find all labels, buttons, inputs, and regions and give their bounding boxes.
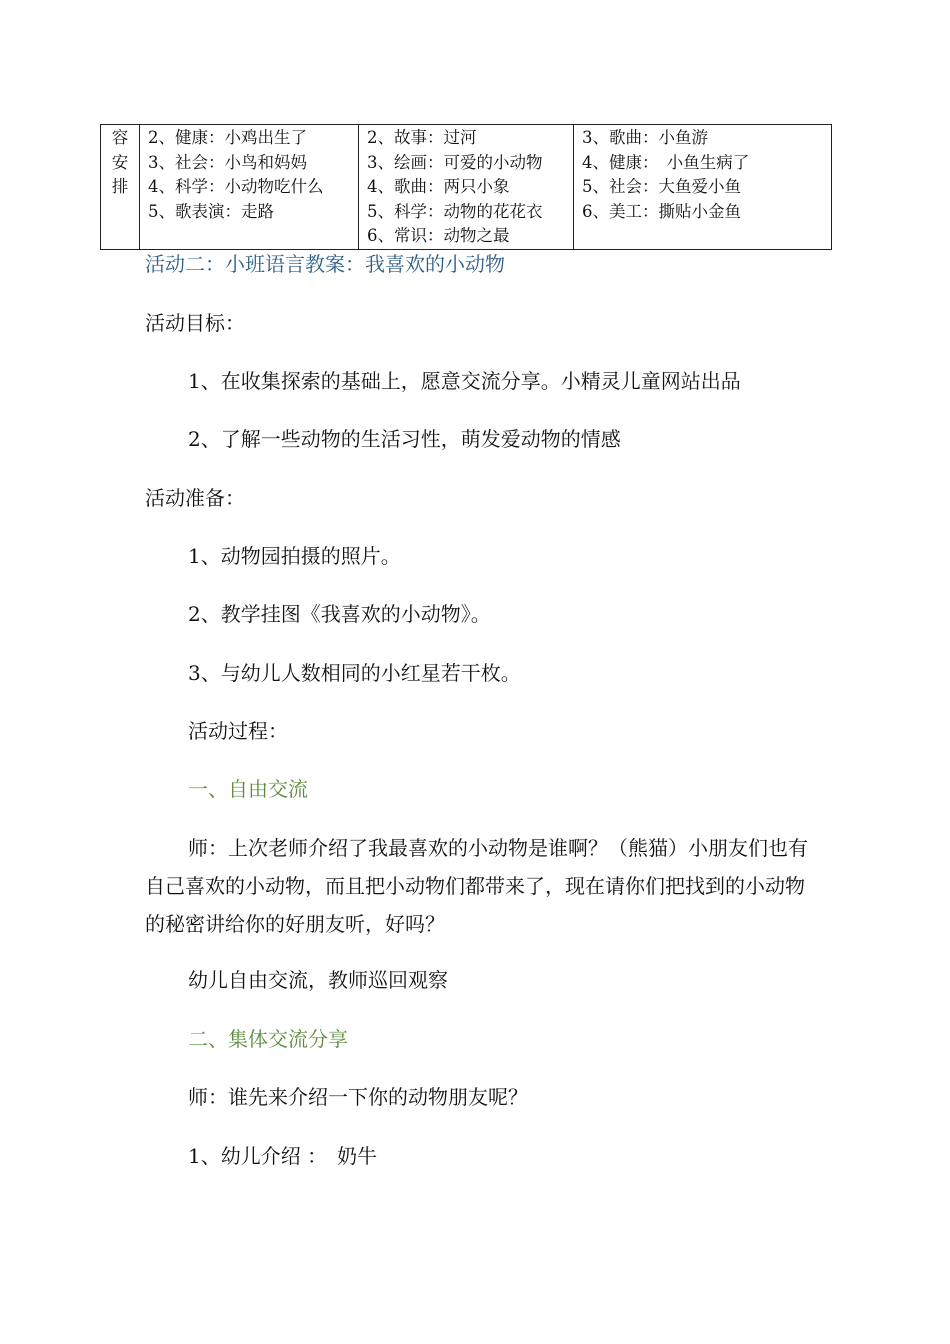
schedule-item: 4、科学：小动物吃什么 [148, 177, 324, 197]
activity-title: 活动二：小班语言教案：我喜欢的小动物 [145, 252, 505, 276]
schedule-item: 3、歌曲：小鱼游 [582, 128, 708, 147]
section-heading: 二、集体交流分享 [188, 1027, 348, 1051]
table-cell-week-3 [574, 125, 832, 250]
goal-item: 1、在收集探索的基础上，愿意交流分享。小精灵儿童网站出品 [188, 369, 741, 393]
schedule-item: 3、绘画：可爱的小动物 [367, 152, 543, 172]
schedule-item: 3、社会：小鸟和妈妈 [148, 152, 307, 172]
schedule-item: 5、社会：大鱼爱小鱼 [582, 177, 741, 197]
schedule-item: 5、歌表演：走路 [148, 201, 274, 221]
schedule-item: 4、健康： 小鱼生病了 [582, 152, 750, 172]
schedule-item: 2、故事：过河 [367, 128, 477, 147]
schedule-item: 2、健康：小鸡出生了 [148, 128, 307, 147]
schedule-item: 4、歌曲：两只小象 [367, 177, 510, 197]
goal-item: 2、了解一些动物的生活习性，萌发爱动物的情感 [188, 427, 621, 451]
row-label-char: 安 [111, 152, 129, 172]
table-cell-week-1 [140, 125, 359, 250]
body-paragraph: 师：上次老师介绍了我最喜欢的小动物是谁啊？（熊猫）小朋友们也有自己喜欢的小动物，而且把小动物们都带来了，现在请你们把找到的小动物的秘密讲给你的好朋友听，好吗？ [145, 836, 808, 936]
intro-item: 1、幼儿介绍 ： 奶牛 [188, 1144, 378, 1168]
prep-heading: 活动准备： [145, 486, 245, 510]
body-paragraph: 师：谁先来介绍一下你的动物朋友呢？ [188, 1085, 528, 1109]
schedule-item: 6、美工：撕贴小金鱼 [582, 201, 741, 221]
schedule-table [100, 124, 832, 250]
process-heading: 活动过程： [188, 719, 288, 743]
goals-heading: 活动目标： [145, 311, 245, 335]
row-label-cell [101, 125, 140, 250]
row-label-char: 容 [111, 128, 129, 147]
schedule-item: 6、常识：动物之最 [367, 226, 510, 246]
body-paragraph: 幼儿自由交流，教师巡回观察 [188, 968, 448, 992]
table-row [101, 125, 832, 250]
prep-item: 1、动物园拍摄的照片。 [188, 544, 401, 568]
section-heading: 一、自由交流 [188, 777, 308, 801]
prep-item: 3、与幼儿人数相同的小红星若干枚。 [188, 661, 521, 685]
schedule-item: 5、科学：动物的花花衣 [367, 201, 543, 221]
table-cell-week-2 [359, 125, 574, 250]
prep-item: 2、教学挂图《我喜欢的小动物》。 [188, 602, 491, 626]
row-label-char: 排 [111, 177, 129, 197]
